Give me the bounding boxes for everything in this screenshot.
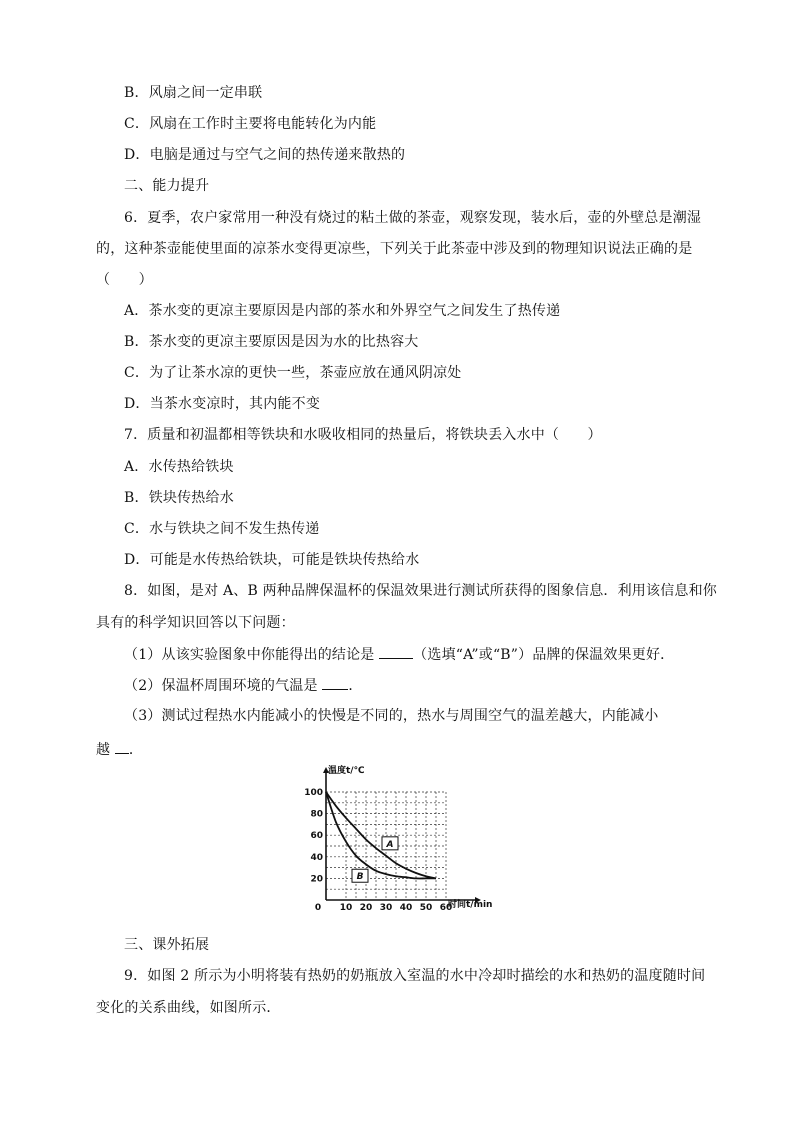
q8-sub1-text: （1）从该实验图象中你能得出的结论是 [124,647,380,663]
section-heading-ability: 二、能力提升 [124,178,210,194]
q9-stem-line2: 变化的关系曲线，如图所示． [96,1000,281,1016]
q6-answer-bracket: （ ） [96,272,153,288]
q7-stem: 7．质量和初温都相等铁块和水吸收相同的热量后，将铁块丢入水中（ ） [124,427,602,443]
q6-option-a: A．茶水变的更凉主要原因是内部的茶水和外界空气之间发生了热传递 [124,303,561,319]
answer-blank-3[interactable] [115,740,129,754]
q6-option-c: C．为了让茶水凉的更快一些，茶壶应放在通风阴凉处 [124,365,462,381]
q8-subquestion-2 [124,676,363,695]
q7-option-c: C．水与铁块之间不发生热传递 [124,521,320,537]
x-tick-label: 0 [314,903,322,913]
y-tick-label: 40 [310,852,323,863]
chart-svg [296,760,516,916]
q5-option-b: B．风扇之间一定串联 [124,85,263,101]
series-label-a: A [386,839,394,850]
x-axis-label: 时间t/min [448,900,493,910]
q8-stem-line2: 具有的科学知识回答以下问题： [96,615,295,631]
y-tick-label: 20 [310,874,323,885]
x-tick-label: 20 [359,903,373,913]
q6-stem-line2: 的，这种茶壶能使里面的凉茶水变得更凉些，下列关于此茶壶中涉及到的物理知识说法正确的是 [96,241,693,257]
answer-blank-2[interactable] [322,676,348,690]
q9-stem-line1: 9．如图 2 所示为小明将装有热奶的奶瓶放入室温的水中冷却时描绘的水和热奶的温度随时间 [124,968,706,984]
y-tick-label: 100 [304,788,323,798]
x-tick-label: 60 [439,903,453,913]
y-axis-label: 温度t/℃ [328,766,365,776]
q8-sub1-text-end: （选填“A”或“B”）品牌的保温效果更好． [413,647,675,663]
q6-stem-line1: 6．夏季，农户家常用一种没有烧过的粘土做的茶壶，观察发现，装水后，壶的外壁总是潮湿 [124,210,702,226]
q7-option-b: B．铁块传热给水 [124,490,234,506]
q8-sub3-text: 越 [96,742,115,758]
y-tick-label: 80 [310,809,323,820]
section-heading-extension: 三、课外拓展 [124,937,210,953]
q7-option-d: D．可能是水传热给铁块，可能是铁块传热给水 [124,552,420,568]
q8-subquestion-1 [124,645,674,664]
q5-option-d: D．电脑是通过与空气之间的热传递来散热的 [124,147,406,163]
q8-sub2-text: （2）保温杯周围环境的气温是 [124,678,323,694]
q5-option-c: C．风扇在工作时主要将电能转化为内能 [124,116,377,132]
x-tick-label: 40 [399,903,413,913]
q8-sub2-text-end: ． [348,678,363,694]
series-label-b: B [356,872,364,883]
x-tick-label: 50 [419,903,433,913]
q8-subquestion-3-cont [96,740,143,759]
q8-subquestion-3: （3）测试过程热水内能减小的快慢是不同的，热水与周围空气的温差越大，内能减小 [124,708,659,724]
temperature-time-chart [296,760,516,916]
answer-blank-1[interactable] [379,645,413,659]
y-tick-label: 60 [310,831,323,842]
q6-option-d: D．当茶水变凉时，其内能不变 [124,396,321,412]
x-tick-label: 30 [379,903,393,913]
x-tick-label: 10 [339,903,353,913]
q7-option-a: A．水传热给铁块 [124,459,234,475]
q8-sub3-text-end: ． [128,742,144,758]
q6-option-b: B．茶水变的更凉主要原因是因为水的比热容大 [124,334,419,350]
q8-stem-line1: 8．如图，是对 A、B 两种品牌保温杯的保温效果进行测试所获得的图象信息．利用该信息和你 [124,583,718,599]
